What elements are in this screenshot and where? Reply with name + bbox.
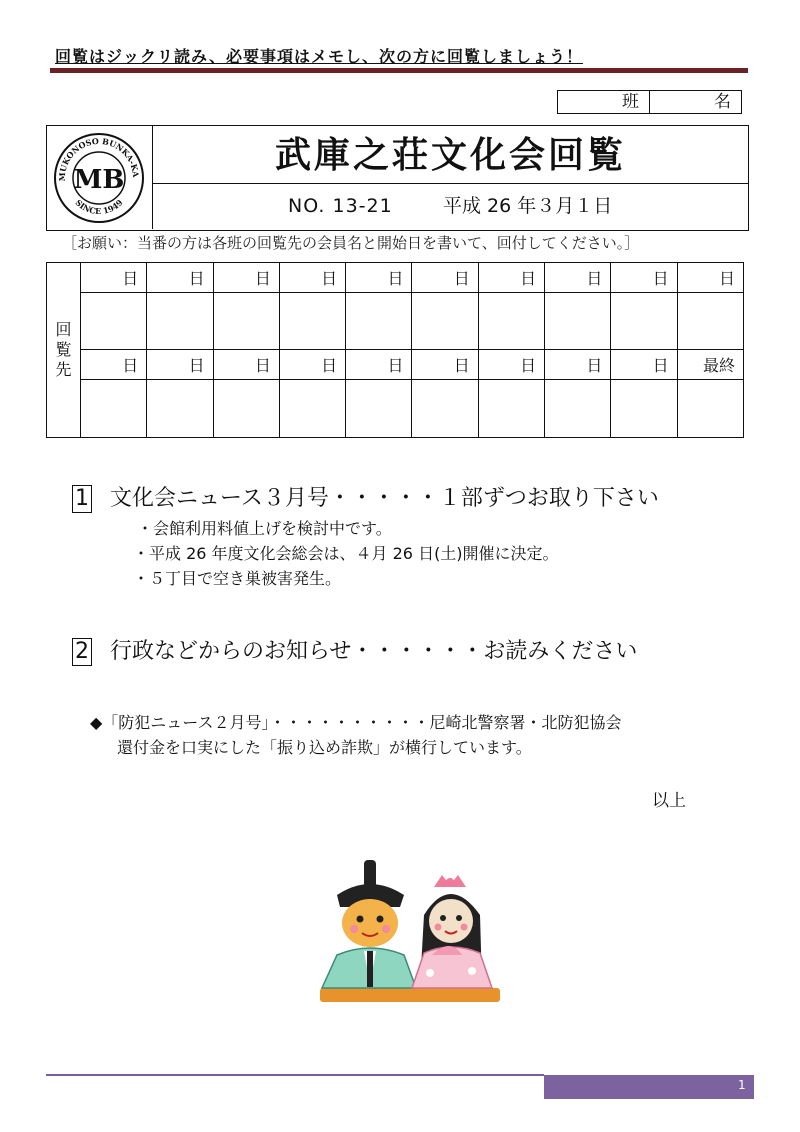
day-cell: 日 xyxy=(545,350,611,380)
route-label: 回 覧 先 xyxy=(47,263,81,438)
logo-initials: MB xyxy=(73,165,125,195)
page-title: 武庫之荘文化会回覧 xyxy=(153,126,748,184)
name-cell[interactable] xyxy=(213,292,279,350)
day-cell: 日 xyxy=(611,263,677,293)
route-table xyxy=(46,262,744,438)
name-cell[interactable] xyxy=(478,379,544,437)
name-cell[interactable] xyxy=(147,379,213,437)
police-notice-body: 還付金を口実にした「振り込め詐欺」が横行しています。 xyxy=(117,738,532,757)
day-cell: 日 xyxy=(279,350,345,380)
page-number: 1 xyxy=(738,1078,746,1092)
footer-bar xyxy=(544,1075,754,1099)
day-cell: 日 xyxy=(279,263,345,293)
club-logo xyxy=(47,126,150,229)
day-cell: 日 xyxy=(545,263,611,293)
day-cell: 日 xyxy=(412,263,478,293)
day-cell: 日 xyxy=(478,263,544,293)
logo-cell xyxy=(47,126,153,229)
day-cell: 日 xyxy=(213,263,279,293)
name-cell[interactable] xyxy=(412,292,478,350)
section-1-number: 1 xyxy=(72,485,92,513)
section-2-number: 2 xyxy=(72,638,92,666)
han-label: 班 xyxy=(558,91,650,113)
day-cell: 日 xyxy=(677,263,743,293)
request-note: ［お願い：当番の方は各班の回覧先の会員名と開始日を書いて、回付してください。］ xyxy=(62,234,640,252)
section-1 xyxy=(72,481,659,513)
name-cell[interactable] xyxy=(346,379,412,437)
bullet-3: ・５丁目で空き巣被害発生。 xyxy=(133,569,342,588)
day-cell: 日 xyxy=(611,350,677,380)
name-cell[interactable] xyxy=(611,292,677,350)
day-cell: 日 xyxy=(346,350,412,380)
name-cell[interactable] xyxy=(213,379,279,437)
svg-text:SINCE 1949 xyxy=(73,197,124,216)
bullet-1: ・会館利用料値上げを検討中です。 xyxy=(137,519,392,538)
name-cell[interactable] xyxy=(147,292,213,350)
name-cell[interactable] xyxy=(677,292,743,350)
day-cell: 日 xyxy=(147,350,213,380)
logo-ring-top: MUKONOSO BUNKA-KA xyxy=(56,135,142,182)
section-2-heading: 行政などからのお知らせ・・・・・・お読みください xyxy=(110,639,638,664)
day-cell: 日 xyxy=(81,263,147,293)
han-name-box xyxy=(557,90,742,114)
name-cell[interactable] xyxy=(346,292,412,350)
header-box xyxy=(46,125,749,231)
bullet-2: ・平成 26 年度文化会総会は、４月 26 日(土)開催に決定。 xyxy=(133,544,559,563)
footer-line xyxy=(46,1074,544,1076)
day-cell: 日 xyxy=(346,263,412,293)
top-notice: 回覧はジックリ読み、必要事項はメモし、次の方に回覧しましょう！ xyxy=(55,47,583,66)
name-cell[interactable] xyxy=(545,292,611,350)
section-1-heading: 文化会ニュース３月号・・・・・１部ずつお取り下さい xyxy=(110,486,659,511)
name-cell[interactable] xyxy=(677,379,743,437)
name-cell[interactable] xyxy=(545,379,611,437)
name-cell[interactable] xyxy=(279,292,345,350)
issue-number: NO. 13-21 xyxy=(288,195,393,217)
police-notice-title: ◆「防犯ニュース２月号」・・・・・・・・・・尼崎北警察署・北防犯協会 xyxy=(90,713,622,732)
name-cell[interactable] xyxy=(611,379,677,437)
issue-line xyxy=(153,183,748,229)
day-cell: 日 xyxy=(147,263,213,293)
top-divider xyxy=(50,68,748,73)
name-cell[interactable] xyxy=(478,292,544,350)
logo-ring-bottom: SINCE 1949 xyxy=(73,197,125,217)
hina-dolls-illustration xyxy=(312,855,507,1010)
name-cell[interactable] xyxy=(412,379,478,437)
section-2 xyxy=(72,634,637,666)
name-cell[interactable] xyxy=(81,292,147,350)
day-cell: 日 xyxy=(478,350,544,380)
day-cell: 日 xyxy=(81,350,147,380)
day-cell: 日 xyxy=(412,350,478,380)
final-cell: 最終 xyxy=(677,350,743,380)
closing-text: 以上 xyxy=(652,791,686,811)
day-cell: 日 xyxy=(213,350,279,380)
name-cell[interactable] xyxy=(279,379,345,437)
issue-date: 平成 26 年３月１日 xyxy=(443,195,613,217)
mei-label: 名 xyxy=(714,92,731,112)
name-cell[interactable] xyxy=(81,379,147,437)
